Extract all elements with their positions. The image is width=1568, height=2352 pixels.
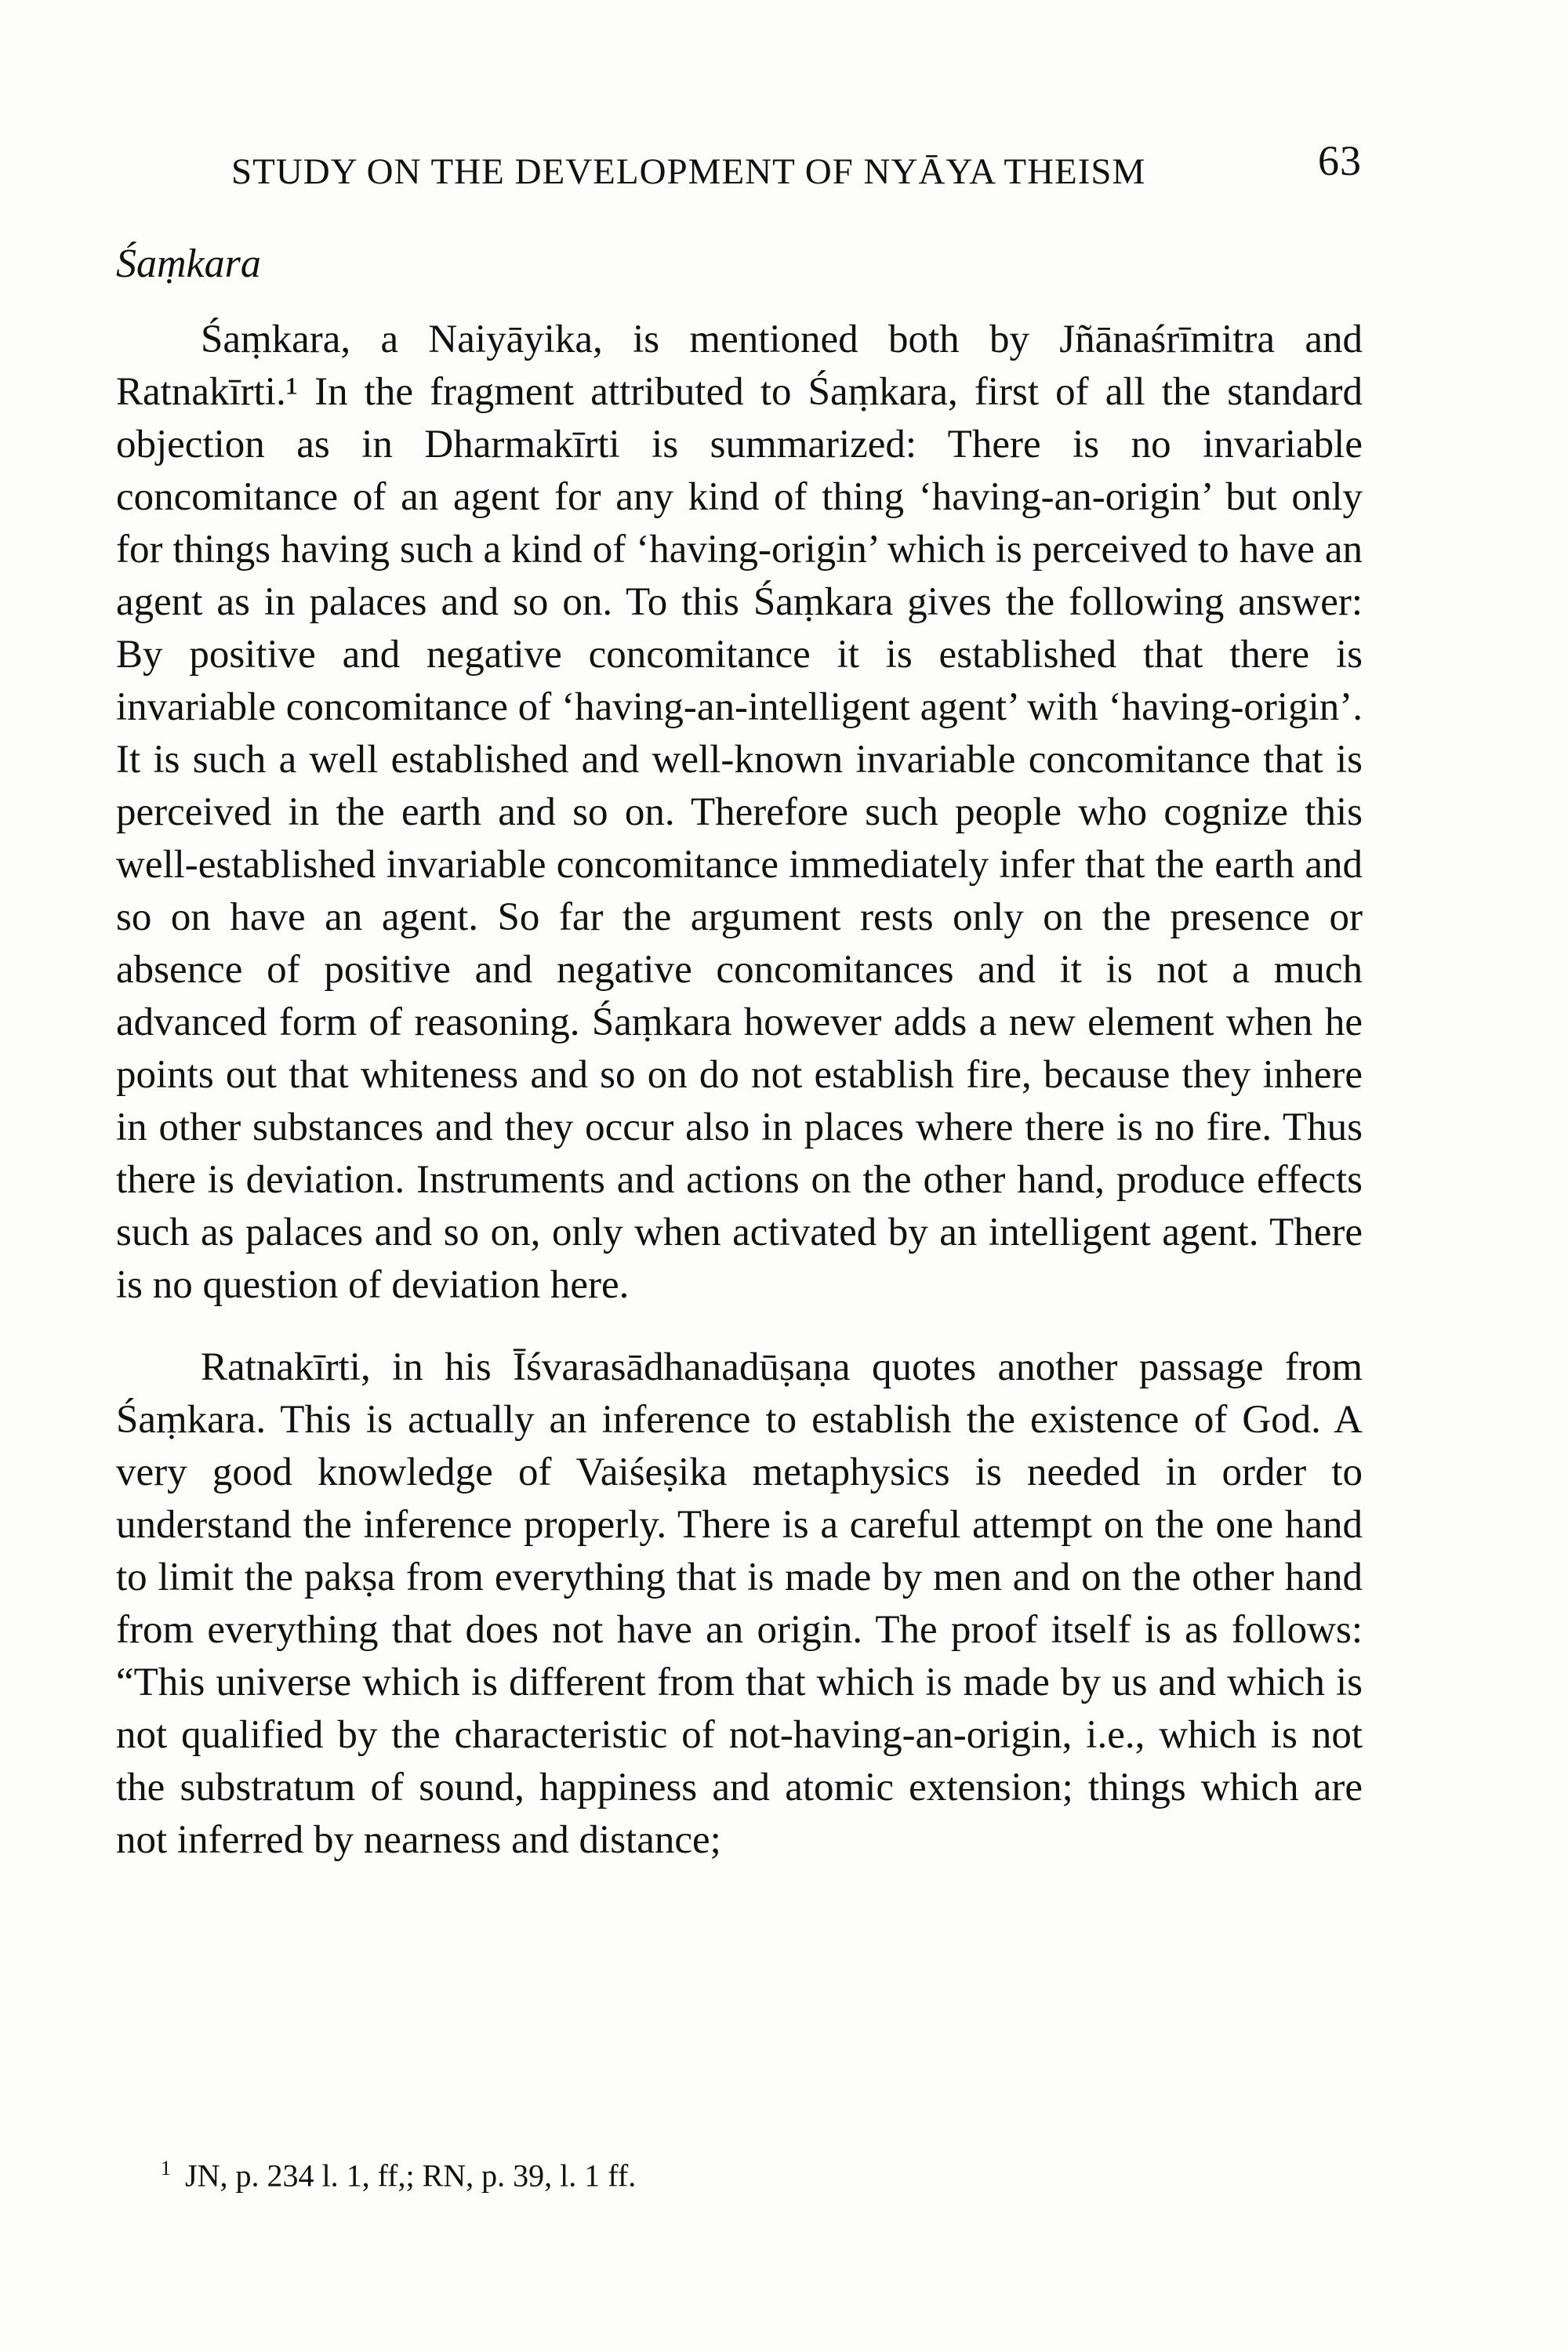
page-number: 63 (1318, 137, 1362, 184)
footnote-number: 1 (161, 2157, 171, 2180)
running-title: STUDY ON THE DEVELOPMENT OF NYĀYA THEISM (231, 151, 1146, 192)
footnote-text: JN, p. 234 l. 1, ff,; RN, p. 39, l. 1 ff. (185, 2158, 637, 2194)
footnote (161, 2147, 636, 2198)
main-text (116, 314, 1363, 1867)
section-heading: Śaṃkara (116, 241, 261, 286)
paragraph-1: Śaṃkara, a Naiyāyika, is mentioned both by Jñānaśrīmitra and Ratnakīrti.¹ In the fragment attributed to Śaṃkara, first of all the standard objection as in Dharmakīrti is summarized: There is no invariable concomitance of an agent for any kind of thing ‘having-an-origin’ but only for things having such a kind of ‘having-origin’ which is perceived to have an agent as in palaces and so on. To this Śaṃkara gives the following answer: By positive and negative concomitance it is established that there is invariable concomitance of ‘having-an-intelligent agent’ with ‘having-origin’. It is such a well established and well-known invariable concomitance that is perceived in the earth and so on. Therefore such people who cognize this well-established invariable concomitance immediately infer that the earth and so on have an agent. So far the argument rests only on the presence or absence of positive and negative concomitances and it is not a much advanced form of reasoning. Śaṃkara however adds a new element when he points out that whiteness and so on do not establish fire, because they inhere in other substances and they occur also in places where there is no fire. Thus there is deviation. Instruments and actions on the other hand, produce effects such as palaces and so on, only when activated by an intelligent agent. There is no question of deviation here. (116, 318, 1363, 1307)
running-header (231, 137, 1362, 194)
paragraph-2: Ratnakīrti, in his Īśvarasādhanadūṣaṇa quotes another passage from Śaṃkara. This is actually an inference to establish the existence of God. A very good knowledge of Vaiśeṣika metaphysics is needed in order to understand the inference properly. There is a careful attempt on the one hand to limit the pakṣa from everything that is made by men and on the other hand from everything that does not have an origin. The proof itself is as follows: “This universe which is different from that which is made by us and which is not qualified by the characteristic of not-having-an-origin, i.e., which is not the substratum of sound, happiness and atomic extension; things which are not inferred by nearness and distance; (116, 1345, 1363, 1862)
